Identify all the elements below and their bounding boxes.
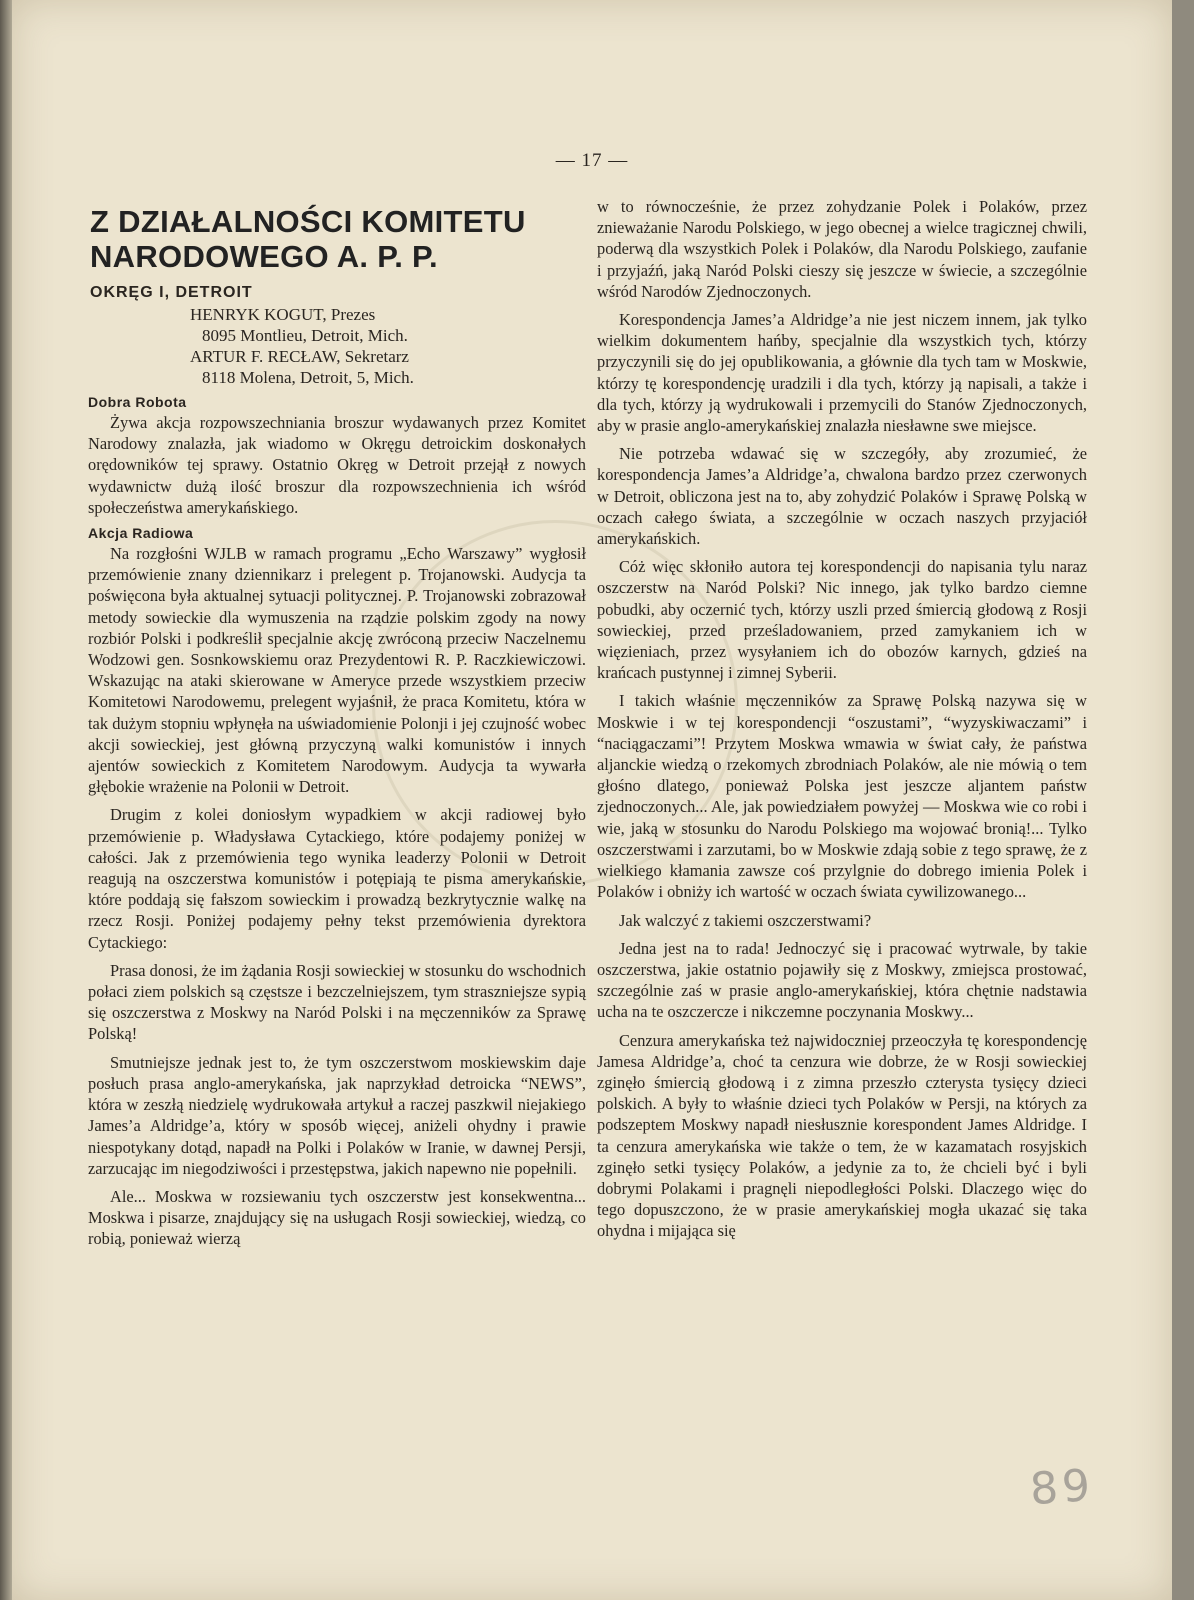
paragraph: Drugim z kolei doniosłym wypadkiem w akcji radiowej było przemówienie p. Władysława Cytackiego, które podajemy poniżej w całości. Jak z przemówienia tego wynika leaderzy Polonii w Detroit reagują na oszczerstwa komunistów i potępiają te pisma amerykańskie, które poddają się fałszom sowieckim i prowadzą bezkrytycznie walkę na rzecz Rosji. Poniżej podajemy pełny tekst przemówienia dyrektora Cytackiego: — [88, 805, 586, 952]
secretary-address: 8118 Molena, Detroit, 5, Mich. — [202, 368, 414, 387]
article-title-line: Z DZIAŁALNOŚCI KOMITETU — [90, 204, 526, 239]
paragraph: Cenzura amerykańska też najwidoczniej przeoczyła tę korespondencję Jamesa Aldridge’a, choć ta cenzura wie dobrze, że w Rosji sowieckiej zginęło śmiercią głodową i z zimna przeszło czterysta tysięcy dzieci polskich. A były to właśnie dzieci tych Polaków w Persji, na których za podszeptem Moskwy napadł niesłusznie korespondent James Aldridge. I ta cenzura amerykańska wie także o tem, że w kazamatach rosyjskich zginęło setki tysięcy Polaków, a jedynie za to, że chcieli być i byli dobrymi Polakami i pragnęli niepodległości Polski. Dlaczego więc do tego dopuszczono, że w prasie amerykańskiej mogła ukazać się taka ohydna i mijająca się — [597, 1030, 1087, 1241]
page-number: — 17 — — [555, 150, 629, 171]
handwritten-page-number: 89 — [1028, 1459, 1096, 1516]
section-heading: Akcja Radiowa — [88, 525, 194, 542]
article-title-line: NARODOWEGO A. P. P. — [90, 239, 438, 274]
page-spine — [0, 0, 12, 1600]
paragraph: Smutniejsze jednak jest to, że tym oszczerstwom moskiewskim daje posłuch prasa anglo-amerykańska, jak naprzykład detroicka “NEWS”, która w zeszłą niedzielę wydrukowała artykuł a raczej paszkwil niejakiego James’a Aldridge’a, który w sposób więcej, aniżeli ohydny i prawie niespotykany dotąd, napadł na Polki i Polaków w Iranie, w dawnej Persji, zarzucając im niegodziwości i przestępstwa, jakich napewno nie popełnili. — [88, 1052, 586, 1178]
section-heading: Dobra Robota — [88, 394, 187, 410]
paragraph: Ale... Moskwa w rozsiewaniu tych oszczerstw jest konsekwentna... Moskwa i pisarze, znajdujący się na usługach Rosji sowieckiej, wiedzą, co robią, ponieważ wierzą — [88, 1186, 586, 1249]
paragraph: Prasa donosi, że im żądania Rosji sowieckiej w stosunku do wschodnich połaci ziem polskich są częstsze i bezczelniejszem, tym straszniejsze sypią się oszczerstwa z Moskwy na Naród Polski i na męczenników za Sprawę Polską! — [88, 960, 586, 1044]
paragraph: Jedna jest na to rada! Jednoczyć się i pracować wytrwale, by takie oszczerstwa, jakie ostatnio pojawiły się z Moskwy, zmiejsca prostować, szczególnie zaś w prasie anglo-amerykańskiej, która chętnie nadstawia ucha na te oszczercze i nikczemne poczynania Moskwy... — [597, 938, 1087, 1022]
paragraph: Na rozgłośni WJLB w ramach programu „Echo Warszawy” wygłosił przemówienie znany dziennikarz i prelegent p. Trojanowski. Audycja ta poświęcona była aktualnej sytuacji politycznej. P. Trojanowski zobrazował metody sowieckie dla wymuszenia na rządzie polskim zgody na nowy rozbiór Polski i podkreślił specjalnie akcję zwróconą przeciw Naczelnemu Wodzowi gen. Sosnkowskiemu oraz Prezydentowi R. P. Raczkiewiczowi. Wskazując na ataki skierowane w Ameryce przede wszystkiem przeciw Komitetowi Narodowemu, prelegent wyjaśnił, że praca Komitetu, która w tak dużym stopniu wpłynęła na uświadomienie Polonji i jej czujność wobec akcji sowieckiej, jest główną przyczyną walki komunistów i innych ajentów sowieckich z Komitetem Narodowym. Audycja ta wywarła głębokie wrażenie na Polonii w Detroit. — [88, 544, 586, 797]
district-heading: OKRĘG I, DETROIT — [90, 284, 253, 301]
document-page — [12, 0, 1172, 1600]
president-name: HENRYK KOGUT, Prezes — [190, 305, 376, 324]
paragraph: w to równocześnie, że przez zohydzanie Polek i Polaków, przez znieważanie Narodu Polskiego, w jego obecnej a wielce tragicznej chwili, poderwą dla wszystkich Polek i Polaków, dla Narodu Polskiego, zaufanie i przyjaźń, jaką Naród Polski cieszy się jeszcze w świecie, a szczególnie wśród Narodów Zjednoczonych. — [597, 197, 1087, 301]
right-column — [597, 196, 1087, 1249]
paragraph: I takich właśnie męczenników za Sprawę Polską nazywa się w Moskwie i w tej korespondencji “oszustami”, “wyzyskiwaczami” i “naciągaczami”! Przytem Moskwa wmawia w świat cały, że państwa aljanckie wiedzą o rzekomych zbrodniach Polaków, ale nie mówią o tem głośno dlatego, ponieważ Polska jest jeszcze aljantem państw zjednoczonych... Ale, jak powiedziałem powyżej — Moskwa wie co robi i wie, jaką w stosunku do Narodu Polskiego ma wojować bronią!... Tylko oszczerstwami i zarzutami, bo w Moskwie zdają sobie z tego sprawę, że z wielkiego kłamania zawsze coś przylgnie do dobrego imienia Polek i Polaków i obniży ich wartość w oczach świata cywilizowanego... — [597, 691, 1087, 902]
paragraph: Cóż więc skłoniło autora tej korespondencji do napisania tylu naraz oszczerstw na Naród Polski? Nic innego, jak tylko bardzo ciemne pobudki, aby oczernić tych, którzy uszli przed śmiercią głodową z Rosji sowieckiej, przed prześladowaniem, przed zamykaniem ich w więzieniach, przez wysyłaniem ich do obozów karnych, gdzieś na krańcach pustynnej i zimnej Syberii. — [597, 557, 1087, 683]
left-column — [78, 196, 586, 1257]
secretary-name: ARTUR F. RECŁAW, Sekretarz — [190, 347, 409, 366]
paragraph: Żywa akcja rozpowszechniania broszur wydawanych przez Komitet Narodowy znalazła, jak wiadomo w Okręgu detroickim doskonałych orędowników tej sprawy. Ostatnio Okręg w Detroit przejął z nowych wydawnictw dużą ilość broszur dla rozpowszechnienia ich wśród społeczeństwa amerykańskiego. — [88, 413, 586, 517]
article-title — [90, 204, 586, 274]
officers-block — [78, 304, 586, 388]
paragraph: Nie potrzeba wdawać się w szczegóły, aby zrozumieć, że korespondencja James’a Aldridge’a, chwalona bardzo przez czerwonych w Detroit, obliczona jest na to, aby zohydzić Polaków i Sprawę Polską w oczach całego świata, a szczególnie w oczach naszych przyjaciół amerykańskich. — [597, 444, 1087, 549]
paragraph: Korespondencja James’a Aldridge’a nie jest niczem innem, jak tylko wielkim dokumentem hańby, specjalnie dla wszystkich tych, którzy przyczynili się do jej opublikowania, a głównie dla tych tam w Moskwie, którzy tę korespondencję uradzili i dla tych, którzy ją napisali, a także i dla tych, którzy ją wydrukowali i przemycili do Stanów Zjednoczonych, aby w prasie anglo-amerykańskiej znalazła niesławne swe miejsce. — [597, 310, 1087, 436]
paragraph: Jak walczyć z takiemi oszczerstwami? — [619, 910, 872, 930]
president-address: 8095 Montlieu, Detroit, Mich. — [202, 326, 408, 345]
